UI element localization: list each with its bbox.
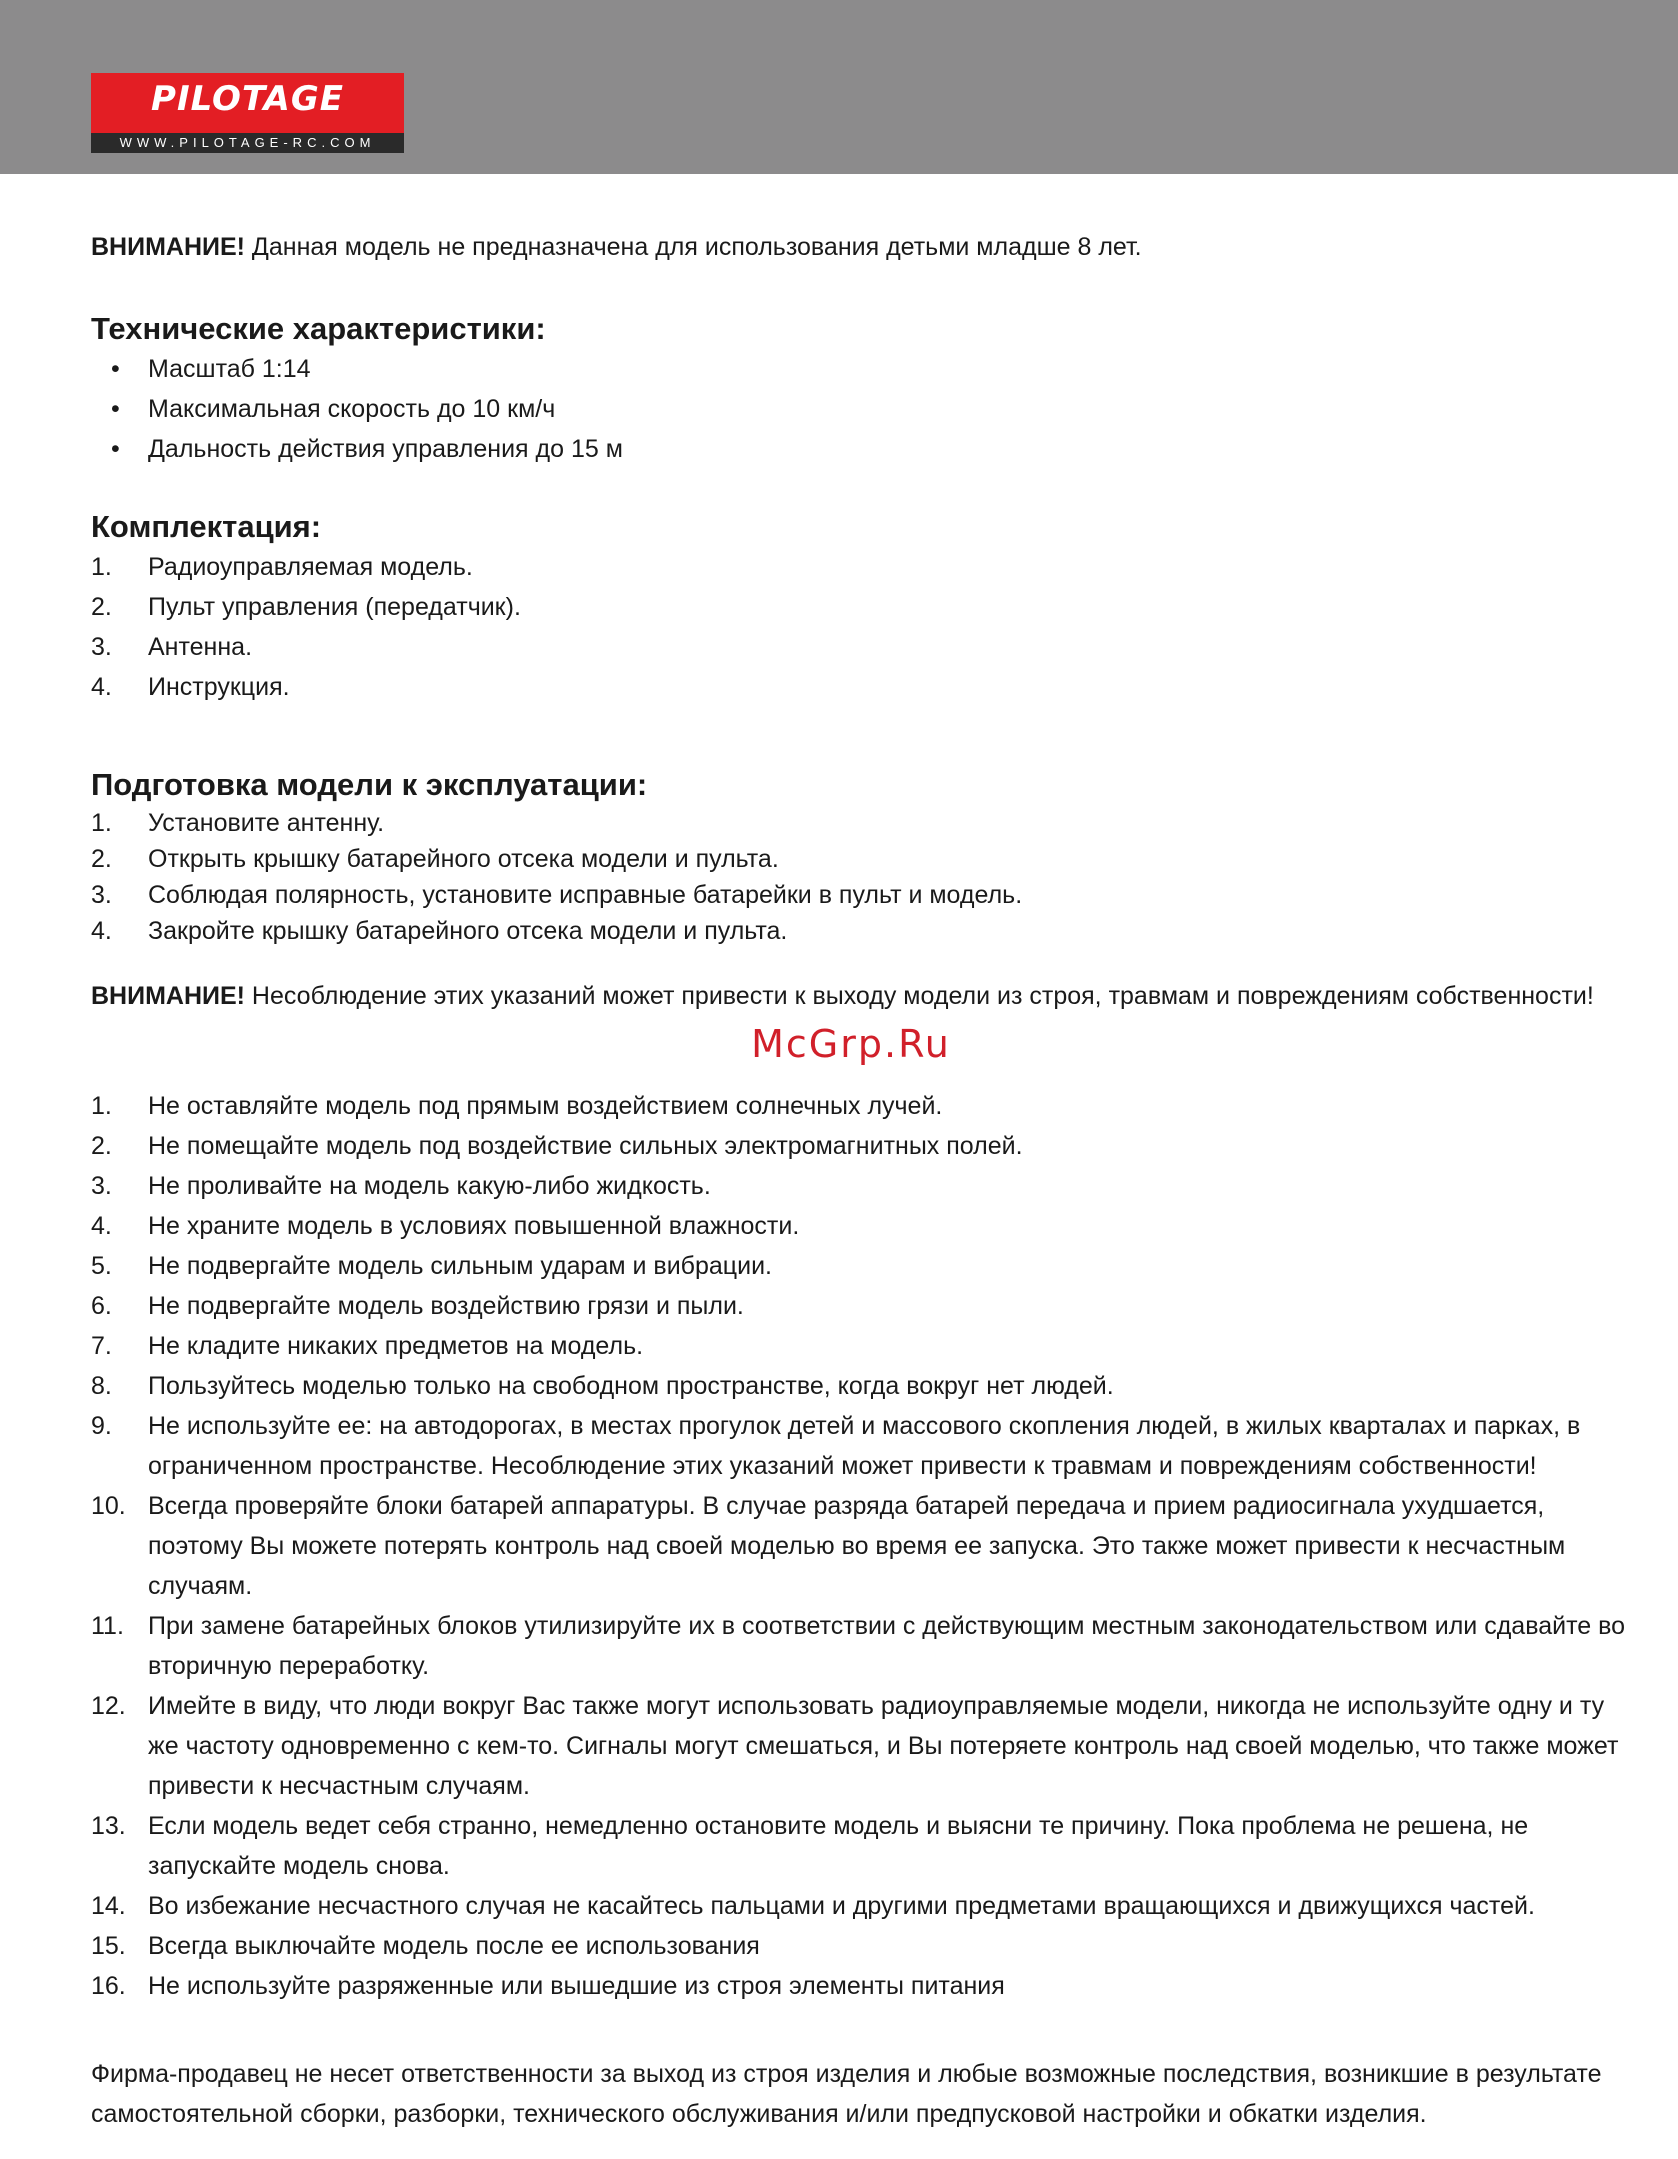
- kit-title: Комплектация:: [91, 509, 322, 544]
- item-text: Не используйте ее: на автодорогах, в местах прогулок детей и массового скопления людей, в жилых кварталах и парках, в ограниченном пространстве. Несоблюдение этих указаний может привести к травмам и повреждениям собственности!: [148, 1412, 1581, 1480]
- item-number: 5.: [91, 1252, 112, 1280]
- preparation-title: Подготовка модели к эксплуатации:: [91, 767, 648, 802]
- item-number: 14.: [91, 1892, 126, 1920]
- item-text: Не храните модель в условиях повышенной влажности.: [148, 1212, 800, 1240]
- kit-section: [91, 507, 1631, 707]
- logo-text: PILOTAGE: [151, 79, 344, 119]
- item-number: 8.: [91, 1372, 112, 1400]
- tech-specs-list: [91, 349, 1631, 469]
- list-item: [91, 627, 1631, 667]
- item-number: 3.: [91, 633, 112, 661]
- safety-rules-list: [91, 1086, 1631, 2006]
- item-text: Установите антенну.: [148, 809, 385, 837]
- list-item: [91, 389, 1631, 429]
- list-item: [91, 1326, 1631, 1366]
- list-item: [91, 1206, 1631, 1246]
- item-number: 11.: [91, 1612, 124, 1640]
- preparation-list: [91, 805, 1631, 949]
- item-text: Антенна.: [148, 633, 253, 661]
- item-number: 6.: [91, 1292, 112, 1320]
- logo-url: WWW.PILOTAGE-RC.COM: [91, 133, 404, 153]
- list-item: [91, 841, 1631, 877]
- list-item: [91, 349, 1631, 389]
- list-item: [91, 1246, 1631, 1286]
- item-text: Не используйте разряженные или вышедшие из строя элементы питания: [148, 1972, 1005, 2000]
- item-number: 10.: [91, 1492, 126, 1520]
- list-item: [91, 1406, 1631, 1486]
- item-text: Не подвергайте модель воздействию грязи и пыли.: [148, 1292, 744, 1320]
- list-item: [91, 805, 1631, 841]
- list-item: [91, 429, 1631, 469]
- watermark: McGrp.Ru: [751, 1022, 951, 1066]
- item-text: Не подвергайте модель сильным ударам и вибрации.: [148, 1252, 772, 1280]
- item-number: 15.: [91, 1932, 126, 1960]
- tech-specs-title: Технические характеристики:: [91, 311, 546, 346]
- item-number: 4.: [91, 673, 112, 701]
- item-text: Радиоуправляемая модель.: [148, 553, 473, 581]
- list-item: [91, 877, 1631, 913]
- preparation-section: [91, 765, 1631, 949]
- item-number: 7.: [91, 1332, 112, 1360]
- item-text: Инструкция.: [148, 673, 290, 701]
- item-text: Если модель ведет себя странно, немедленно остановите модель и выясни те причину. Пока проблема не решена, не запускайте модель снова.: [148, 1812, 1529, 1880]
- bullet-marker: •: [111, 395, 120, 423]
- item-text: Не кладите никаких предметов на модель.: [148, 1332, 644, 1360]
- item-number: 2.: [91, 593, 112, 621]
- list-item: [91, 1806, 1631, 1886]
- item-text: При замене батарейных блоков утилизируйте их в соответствии с действующим местным законодательством или сдавайте во вторичную переработку.: [148, 1612, 1625, 1680]
- bullet-marker: •: [111, 355, 120, 383]
- item-number: 12.: [91, 1692, 126, 1720]
- item-text: Пульт управления (передатчик).: [148, 593, 521, 621]
- item-number: 13.: [91, 1812, 126, 1840]
- item-number: 4.: [91, 917, 112, 945]
- list-item: [91, 547, 1631, 587]
- item-number: 4.: [91, 1212, 112, 1240]
- list-item: [91, 1886, 1631, 1926]
- item-number: 1.: [91, 809, 112, 837]
- safety-warning: [91, 979, 1631, 1014]
- item-text: Соблюдая полярность, установите исправные батарейки в пульт и модель.: [148, 881, 1023, 909]
- document-body: [91, 230, 1631, 2159]
- item-text: Закройте крышку батарейного отсека модели и пульта.: [148, 917, 788, 945]
- pilotage-logo: [91, 73, 404, 153]
- warning-label: ВНИМАНИЕ!: [91, 982, 245, 1010]
- item-number: 16.: [91, 1972, 126, 2000]
- item-number: 2.: [91, 845, 112, 873]
- list-item: [91, 1486, 1631, 1606]
- list-item: [91, 1286, 1631, 1326]
- warning-label: ВНИМАНИЕ!: [91, 233, 245, 261]
- item-text: Пользуйтесь моделью только на свободном пространстве, когда вокруг нет людей.: [148, 1372, 1114, 1400]
- list-item: [91, 1126, 1631, 1166]
- spec-text: Масштаб 1:14: [148, 355, 311, 383]
- list-item: [91, 1966, 1631, 2006]
- list-item: [91, 1166, 1631, 1206]
- list-item: [91, 1686, 1631, 1806]
- item-number: 3.: [91, 1172, 112, 1200]
- item-number: 1.: [91, 553, 112, 581]
- item-text: Имейте в виду, что люди вокруг Вас также могут использовать радиоуправляемые модели, никогда не используйте одну и ту же частоту одновременно с кем-то. Сигналы могут смешаться, и Вы потеряете контроль над своей моделью, что также может привести к несчастным случаям.: [148, 1692, 1619, 1800]
- item-number: 9.: [91, 1412, 112, 1440]
- bullet-marker: •: [111, 435, 120, 463]
- item-text: Не помещайте модель под воздействие сильных электромагнитных полей.: [148, 1132, 1023, 1160]
- item-text: Во избежание несчастного случая не касайтесь пальцами и другими предметами вращающихся и движущихся частей.: [148, 1892, 1535, 1920]
- warning-text: Несоблюдение этих указаний может привести к выходу модели из строя, травмам и повреждениям собственности!: [244, 982, 1594, 1010]
- spec-text: Дальность действия управления до 15 м: [148, 435, 623, 463]
- list-item: [91, 587, 1631, 627]
- item-text: Всегда выключайте модель после ее использования: [148, 1932, 760, 1960]
- list-item: [91, 1606, 1631, 1686]
- list-item: [91, 667, 1631, 707]
- kit-list: [91, 547, 1631, 707]
- item-number: 2.: [91, 1132, 112, 1160]
- item-text: Всегда проверяйте блоки батарей аппаратуры. В случае разряда батарей передача и прием радиосигнала ухудшается, поэтому Вы можете потерять контроль над своей моделью во время ее запуска. Это также может привести к несчастным случаям.: [148, 1492, 1566, 1600]
- age-warning: [91, 230, 1631, 265]
- disclaimer-text: Фирма-продавец не несет ответственности за выход из строя изделия и любые возможные последствия, возникшие в результате самостоятельной сборки, разборки, технического обслуживания и/или предпусковой настройки и обкатки изделия.: [91, 2060, 1602, 2128]
- list-item: [91, 1086, 1631, 1126]
- warning-text: Данная модель не предназначена для использования детьми младше 8 лет.: [244, 233, 1142, 261]
- list-item: [91, 913, 1631, 949]
- item-text: Не проливайте на модель какую-либо жидкость.: [148, 1172, 711, 1200]
- spec-text: Максимальная скорость до 10 км/ч: [148, 395, 556, 423]
- list-item: [91, 1366, 1631, 1406]
- list-item: [91, 1926, 1631, 1966]
- item-text: Открыть крышку батарейного отсека модели и пульта.: [148, 845, 779, 873]
- item-text: Не оставляйте модель под прямым воздействием солнечных лучей.: [148, 1092, 943, 1120]
- item-number: 1.: [91, 1092, 112, 1120]
- page-header: [0, 0, 1678, 174]
- item-number: 3.: [91, 881, 112, 909]
- tech-specs-section: [91, 309, 1631, 469]
